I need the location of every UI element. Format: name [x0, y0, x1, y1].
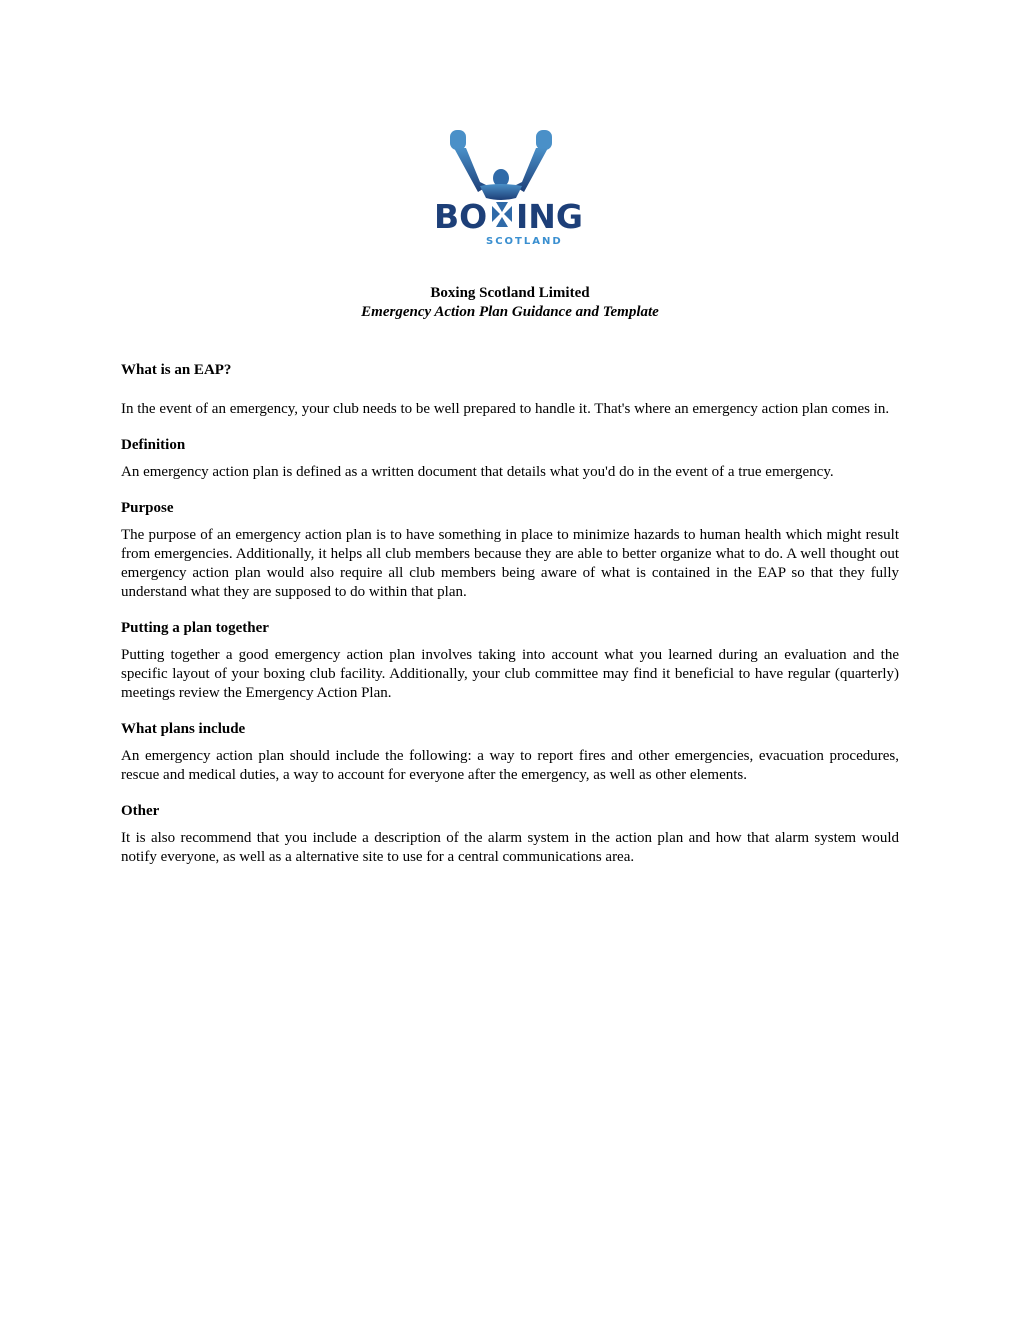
section-text: An emergency action plan is defined as a written document that details what you'd do in the event of a true emergency.	[121, 464, 834, 480]
document-body	[121, 361, 899, 884]
section-heading: Purpose	[121, 500, 174, 516]
intro-section	[121, 361, 899, 419]
section-heading: Definition	[121, 437, 186, 453]
saltire-icon	[492, 202, 512, 227]
intro-text: In the event of an emergency, your club needs to be well prepared to handle it. That's where an emergency action plan comes in.	[121, 401, 890, 417]
section-purpose	[121, 499, 899, 602]
logo-word-right: ING	[516, 197, 583, 236]
boxing-scotland-logo	[428, 126, 594, 250]
section-what-plans-include	[121, 720, 899, 785]
section-heading: What plans include	[121, 721, 246, 737]
section-text: Putting together a good emergency action plan involves taking into account what you learned during an evaluation and the specific layout of your boxing club facility. Additionally, your club committee may find it beneficial to have regular (quarterly) meetings review the Emergency Action Plan.	[121, 647, 899, 701]
section-text: It is also recommend that you include a description of the alarm system in the action plan and how that alarm system would notify everyone, as well as a alternative site to use for a central communications area.	[121, 830, 899, 865]
document-subtitle: Emergency Action Plan Guidance and Template	[361, 304, 659, 320]
section-heading: Other	[121, 803, 160, 819]
logo-word-left: BO	[434, 197, 488, 236]
section-text: An emergency action plan should include the following: a way to report fires and other emergencies, evacuation procedures, rescue and medical duties, a way to account for everyone after the emergency, as well as other elements.	[121, 748, 899, 783]
intro-heading: What is an EAP?	[121, 362, 232, 378]
document-titles	[0, 284, 1020, 322]
document-title: Boxing Scotland Limited	[430, 285, 590, 301]
section-text: The purpose of an emergency action plan is to have something in place to minimize hazards to human health which might result from emergencies. Additionally, it helps all club members because they are able to better organize what to do. A well thought out emergency action plan would also require all club members being aware of what is contained in the EAP so that they fully understand what they are supposed to do within that plan.	[121, 527, 899, 600]
section-heading: Putting a plan together	[121, 620, 269, 636]
logo-subword: SCOTLAND	[486, 236, 563, 247]
section-other	[121, 802, 899, 867]
boxer-logo-icon	[428, 126, 594, 250]
section-definition	[121, 436, 899, 482]
section-putting-together	[121, 619, 899, 703]
